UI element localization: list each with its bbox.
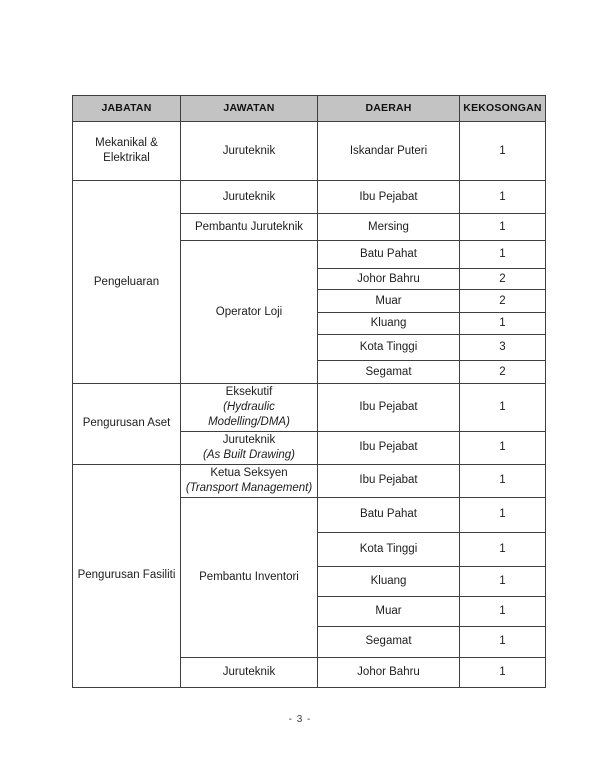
- vacancy-count-cell: 3: [460, 335, 546, 361]
- jawatan-cell: Juruteknik: [181, 122, 318, 181]
- daerah-cell: Ibu Pejabat: [318, 384, 460, 432]
- daerah-cell: Kluang: [318, 566, 460, 596]
- jabatan-cell: Pengurusan Aset: [73, 384, 181, 465]
- table-row: [73, 464, 546, 497]
- jawatan-title: Juruteknik: [222, 433, 276, 446]
- daerah-cell: Muar: [318, 290, 460, 313]
- jawatan-cell: [181, 384, 318, 432]
- vacancy-count-cell: 1: [460, 431, 546, 464]
- daerah-cell: Mersing: [318, 214, 460, 241]
- vacancy-count-cell: 2: [460, 361, 546, 384]
- daerah-cell: Kluang: [318, 313, 460, 335]
- daerah-cell: Johor Bahru: [318, 657, 460, 687]
- header-row: [73, 96, 546, 122]
- jawatan-subtitle: (Transport Management): [185, 481, 313, 494]
- vacancy-count-cell: 1: [460, 384, 546, 432]
- vacancy-count-cell: 1: [460, 464, 546, 497]
- daerah-cell: Ibu Pejabat: [318, 464, 460, 497]
- vacancy-count-cell: 2: [460, 290, 546, 313]
- jawatan-cell: Juruteknik: [181, 181, 318, 214]
- vacancy-count-cell: 1: [460, 626, 546, 657]
- vacancy-count-cell: 1: [460, 241, 546, 269]
- vacancy-count-cell: 1: [460, 313, 546, 335]
- jabatan-cell: Mekanikal & Elektrikal: [73, 122, 181, 181]
- daerah-cell: Ibu Pejabat: [318, 181, 460, 214]
- daerah-cell: Johor Bahru: [318, 269, 460, 290]
- daerah-cell: Kota Tinggi: [318, 335, 460, 361]
- jawatan-cell: Pembantu Inventori: [181, 497, 318, 657]
- jawatan-title: Ketua Seksyen: [210, 466, 288, 479]
- jawatan-cell: Pembantu Juruteknik: [181, 214, 318, 241]
- vacancy-count-cell: 1: [460, 596, 546, 626]
- vacancy-count-cell: 1: [460, 497, 546, 532]
- jawatan-cell: [181, 464, 318, 497]
- daerah-cell: Batu Pahat: [318, 241, 460, 269]
- jawatan-cell: Operator Loji: [181, 241, 318, 384]
- daerah-cell: Iskandar Puteri: [318, 122, 460, 181]
- daerah-cell: Muar: [318, 596, 460, 626]
- vacancy-count-cell: 2: [460, 269, 546, 290]
- vacancy-count-cell: 1: [460, 657, 546, 687]
- daerah-cell: Segamat: [318, 361, 460, 384]
- jawatan-cell: Juruteknik: [181, 657, 318, 687]
- daerah-cell: Kota Tinggi: [318, 532, 460, 566]
- table-row: [73, 384, 546, 432]
- vacancy-count-cell: 1: [460, 181, 546, 214]
- header-jabatan: JABATAN: [73, 96, 181, 122]
- jawatan-title: Eksekutif: [225, 386, 273, 398]
- header-jawatan: JAWATAN: [181, 96, 318, 122]
- header-kekosongan: KEKOSONGAN: [460, 96, 546, 122]
- table-row: [73, 181, 546, 214]
- jawatan-subtitle: (Hydraulic Modelling/DMA): [208, 400, 290, 428]
- page-number: - 3 -: [288, 714, 312, 725]
- daerah-cell: Ibu Pejabat: [318, 431, 460, 464]
- daerah-cell: Batu Pahat: [318, 497, 460, 532]
- header-daerah: DAERAH: [318, 96, 460, 122]
- jabatan-cell: Pengeluaran: [73, 181, 181, 384]
- vacancy-table: [72, 95, 546, 688]
- vacancy-count-cell: 1: [460, 532, 546, 566]
- jabatan-cell: Pengurusan Fasiliti: [73, 464, 181, 687]
- vacancy-count-cell: 1: [460, 122, 546, 181]
- jawatan-cell: [181, 431, 318, 464]
- vacancy-count-cell: 1: [460, 566, 546, 596]
- table-row: [73, 122, 546, 181]
- vacancy-count-cell: 1: [460, 214, 546, 241]
- jawatan-subtitle: (As Built Drawing): [202, 448, 296, 461]
- daerah-cell: Segamat: [318, 626, 460, 657]
